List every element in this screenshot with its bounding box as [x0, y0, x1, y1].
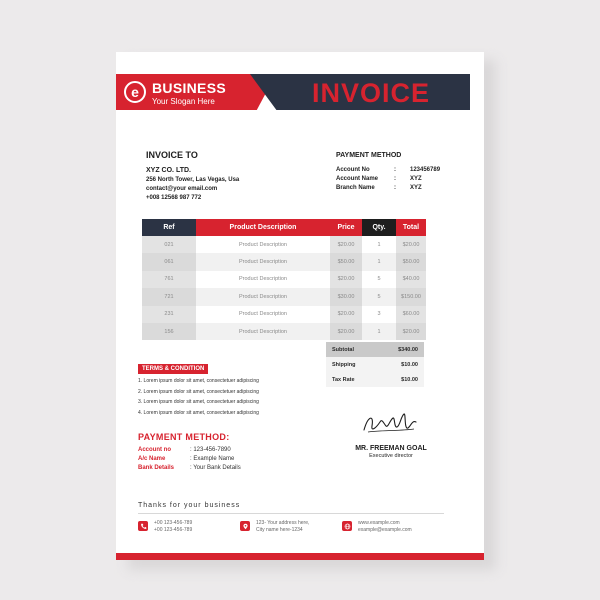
brand-block — [152, 80, 226, 106]
payment-label: Account Name — [336, 176, 379, 182]
cell-total: $50.00 — [396, 253, 426, 270]
table-row — [142, 306, 448, 323]
subtotal-row — [326, 342, 424, 357]
address-line-2: City name here-1234 — [256, 527, 303, 533]
footer-web — [342, 520, 444, 534]
invoice-to-heading: INVOICE TO — [146, 150, 198, 160]
terms-list — [138, 378, 259, 420]
payment-detail-value: : 123-456-7890 — [190, 447, 231, 453]
payment-detail-value: : Example Name — [190, 456, 235, 462]
cell-description: Product Description — [196, 253, 330, 270]
cell-price: $20.00 — [330, 323, 362, 340]
client-email: contact@your email.com — [146, 186, 218, 192]
payment-detail-label: A/c Name — [138, 456, 166, 462]
col-price: Price — [330, 219, 362, 236]
cell-ref: 021 — [142, 236, 196, 253]
payment-detail-label: Bank Details — [138, 465, 175, 471]
client-address: 256 North Tower, Las Vegas, Usa — [146, 177, 240, 183]
payment-method-title: PAYMENT METHOD: — [138, 432, 230, 442]
items-table — [142, 219, 448, 340]
table-row — [142, 288, 448, 305]
payment-label: Account No — [336, 167, 370, 173]
table-row — [142, 253, 448, 270]
table-row — [142, 271, 448, 288]
col-total: Total — [396, 219, 426, 236]
cell-price: $20.00 — [330, 236, 362, 253]
col-qty: Qty. — [362, 219, 396, 236]
cell-ref: 761 — [142, 271, 196, 288]
globe-icon — [342, 521, 352, 531]
cell-ref: 061 — [142, 253, 196, 270]
cell-description: Product Description — [196, 271, 330, 288]
cell-qty: 1 — [362, 236, 396, 253]
terms-item: 1. Lorem ipsum dolor sit amet, consectetuer adipiscing — [138, 378, 259, 384]
brand-name: BUSINESS — [152, 80, 226, 96]
signatory-role: Executive director — [369, 453, 413, 459]
cell-qty: 5 — [362, 271, 396, 288]
email[interactable]: example@example.com — [358, 527, 412, 533]
cell-qty: 5 — [362, 288, 396, 305]
payment-value: 123456789 — [410, 167, 441, 173]
divider — [138, 513, 444, 514]
cell-total: $20.00 — [396, 323, 426, 340]
payment-method-summary — [336, 152, 440, 194]
table-header — [142, 219, 448, 236]
cell-price: $50.00 — [330, 253, 362, 270]
table-row — [142, 323, 448, 340]
cell-ref: 721 — [142, 288, 196, 305]
shipping-row — [326, 357, 424, 372]
payment-detail-row — [138, 447, 241, 453]
footer-address — [240, 520, 342, 534]
payment-row: Branch Name : XYZ — [336, 185, 422, 191]
cell-ref: 231 — [142, 306, 196, 323]
bottom-accent-bar — [116, 553, 484, 560]
cell-description: Product Description — [196, 288, 330, 305]
tax-row — [326, 372, 424, 387]
thanks-message: Thanks for your business — [138, 502, 241, 509]
footer-phone — [138, 520, 240, 534]
payment-value: XYZ — [410, 185, 422, 191]
cell-ref: 156 — [142, 323, 196, 340]
cell-price: $20.00 — [330, 306, 362, 323]
subtotal-label: Subtotal — [332, 346, 354, 353]
invoice-title: INVOICE — [312, 78, 431, 108]
client-phone: +008 12568 987 772 — [146, 195, 202, 201]
address-line-1: 123- Your address here, — [256, 520, 310, 526]
payment-row: Account No : 123456789 — [336, 167, 441, 173]
cell-description: Product Description — [196, 323, 330, 340]
brand-slogan: Your Slogan Here — [152, 97, 215, 106]
terms-item: 2. Lorem ipsum dolor sit amet, consectetuer adipiscing — [138, 388, 259, 395]
invoice-page — [116, 52, 484, 560]
cell-total: $40.00 — [396, 271, 426, 288]
cell-price: $20.00 — [330, 271, 362, 288]
signatory-name: MR. FREEMAN GOAL — [355, 445, 427, 452]
payment-label: Branch Name — [336, 185, 375, 191]
signature-image — [356, 408, 426, 438]
payment-value: XYZ — [410, 176, 422, 182]
payment-detail-row — [138, 456, 241, 462]
phone-icon — [138, 521, 148, 531]
col-description: Product Description — [196, 219, 330, 236]
terms-heading: TERMS & CONDITION — [138, 364, 208, 374]
shipping-value: $10.00 — [401, 361, 418, 368]
table-body — [142, 236, 448, 340]
signature-block — [346, 408, 436, 459]
table-row — [142, 236, 448, 253]
tax-value: $10.00 — [401, 376, 418, 383]
payment-method-block — [138, 432, 241, 474]
cell-qty: 1 — [362, 323, 396, 340]
terms-item: 3. Lorem ipsum dolor sit amet, consectetuer adipiscing — [138, 399, 259, 405]
website[interactable]: www.example.com — [358, 520, 400, 526]
cell-total: $60.00 — [396, 306, 426, 323]
cell-description: Product Description — [196, 306, 330, 323]
location-pin-icon — [240, 521, 250, 531]
payment-detail-label: Account no — [138, 447, 171, 453]
payment-detail-value: : Your Bank Details — [190, 465, 241, 471]
cell-total: $150.00 — [396, 288, 426, 305]
col-ref: Ref — [142, 219, 196, 236]
terms-item: 4. Lorem ipsum dolor sit amet, consectetuer adipiscing — [138, 409, 259, 416]
subtotal-value: $340.00 — [398, 346, 418, 353]
phone-line-1: +00 123-456-789 — [154, 520, 193, 526]
logo-icon: e — [124, 81, 146, 103]
footer-contacts — [138, 520, 458, 534]
client-company: XYZ CO. LTD. — [146, 167, 191, 174]
cell-qty: 1 — [362, 253, 396, 270]
payment-row: Account Name : XYZ — [336, 176, 422, 182]
phone-line-2: +00 123-456-789 — [154, 527, 193, 533]
payment-detail-row — [138, 465, 241, 471]
cell-qty: 3 — [362, 306, 396, 323]
cell-description: Product Description — [196, 236, 330, 253]
payment-method-heading: PAYMENT METHOD — [336, 152, 402, 159]
cell-price: $30.00 — [330, 288, 362, 305]
shipping-label: Shipping — [332, 361, 356, 368]
totals-summary — [326, 342, 424, 387]
cell-total: $20.00 — [396, 236, 426, 253]
tax-label: Tax Rate — [332, 376, 355, 383]
invoice-to-block — [146, 150, 239, 204]
